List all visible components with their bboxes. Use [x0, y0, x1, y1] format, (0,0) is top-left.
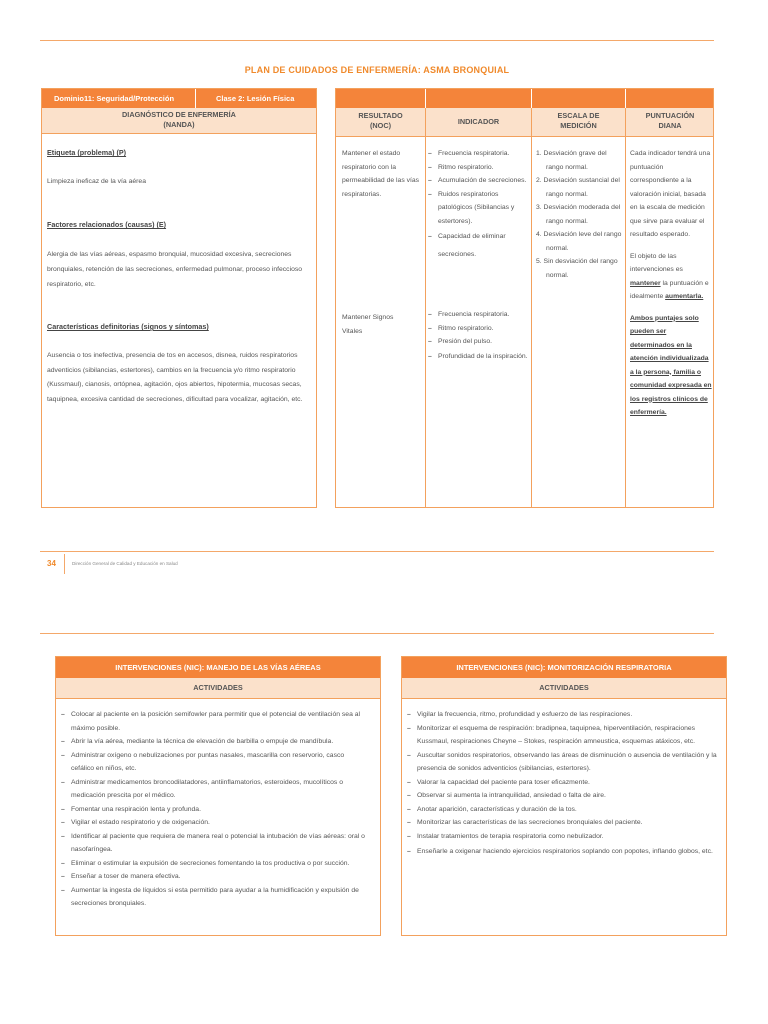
list-item: – Frecuencia respiratoria. [428, 147, 528, 161]
nanda-characteristics-heading: Características definitorias (signos y síntomas) [47, 322, 209, 331]
list-item: – Observar si aumenta la intranquilidad, ansiedad o falta de aire. [407, 789, 718, 803]
noc-indicators-2 [428, 308, 528, 365]
nic-monitor-subtitle: ACTIVIDADES [402, 678, 726, 699]
page-title: PLAN DE CUIDADOS DE ENFERMERÍA: ASMA BRONQUIAL [244, 65, 510, 75]
noc-scale-list [536, 147, 622, 282]
noc-header-row [336, 108, 713, 137]
nanda-domain-bar [42, 89, 316, 108]
nanda-box [41, 88, 317, 508]
nic-monitor-box [401, 656, 727, 936]
nanda-label-text: Limpieza ineficaz de la vía aérea [47, 178, 146, 185]
nanda-domain: Dominio11: Seguridad/Protección [54, 94, 175, 103]
list-item: – Instalar tratamientos de terapia respiratoria como nebulizador. [407, 830, 718, 844]
list-item: – Acumulación de secreciones. [428, 174, 528, 188]
list-item: – Monitorizar las características de las secreciones bronquiales del paciente. [407, 816, 718, 830]
list-item: – Fomentar una respiración lenta y profunda. [61, 803, 368, 817]
noc-result-1: Mantener el estado respiratorio con la permeabilidad de las vías respiratorias. [342, 150, 420, 198]
noc-header-indicator: INDICADOR [457, 117, 500, 126]
nanda-factors-heading: Factores relacionados (causas) (E) [47, 220, 167, 229]
nanda-header [42, 108, 316, 134]
list-item: 4. Desviación leve del rango normal. [536, 231, 622, 252]
list-item: – Aumentar la ingesta de líquidos si esta permitido para ayudar a la humidificación y expulsión de secreciones bronquiales. [61, 884, 368, 911]
noc-box [335, 88, 714, 508]
nanda-domain-separator [195, 89, 196, 108]
list-item: – Auscultar sonidos respiratorios, observando las áreas de disminución o ausencia de ventilación y la presencia de sonidos adventicios (sibilancias, estertores). [407, 749, 718, 776]
top-rule [40, 40, 714, 41]
list-item: – Identificar al paciente que requiera de manera real o potencial la intubación de vías aéreas: oral o nasofaríngea. [61, 830, 368, 857]
noc-header-target: PUNTUACIÓN DIANA [645, 111, 695, 130]
list-item: – Administrar medicamentos broncodilatadores, antiinflamatorios, esteroideos, mucolíticos o medicación prescita por el médico. [61, 776, 368, 803]
list-item: – Administrar oxígeno o nebulizaciones por puntas nasales, mascarilla con reservorio, casco cefálico en niños, etc. [61, 749, 368, 776]
noc-target [630, 147, 712, 420]
nanda-header-line2: (NANDA) [163, 120, 195, 129]
list-item: – Abrir la vía aérea, mediante la técnica de elevación de barbilla o empuje de mandíbula. [61, 735, 368, 749]
list-item: – Capacidad de eliminar secreciones. [428, 228, 528, 264]
footer-text: Dirección General de Calidad y Educación en Salud [72, 561, 178, 566]
list-item: – Ruidos respiratorios patológicos (Sibilancias y estertores). [428, 188, 528, 229]
noc-target-p1: Cada indicador tendrá una puntuación correspondiente a la valoración inicial, basada en la escala de medición que sirve para evaluar el resultado esperado. [630, 150, 711, 238]
list-item: – Vigilar el estado respiratorio y de oxigenación. [61, 816, 368, 830]
list-item: – Enseñar a toser de manera efectiva. [61, 870, 368, 884]
list-item: 3. Desviación moderada del rango normal. [536, 204, 621, 225]
noc-header-result: RESULTADO (NOC) [358, 111, 403, 130]
nanda-label-heading: Etiqueta (problema) (P) [47, 148, 127, 157]
list-item: – Valorar la capacidad del paciente para toser eficazmente. [407, 776, 718, 790]
list-item: – Frecuencia respiratoria. [428, 308, 528, 322]
noc-body [336, 137, 713, 508]
nic-monitor-title: INTERVENCIONES (NIC): MONITORIZACIÓN RESPIRATORIA [402, 657, 726, 678]
noc-target-p3: Ambos puntajes solo pueden ser determinados en la atención individualizada a la persona, familia o comunidad expresada en los registros clínicos de enfermería. [630, 314, 712, 416]
nic-monitor-list [402, 699, 726, 860]
page-number: 34 [47, 559, 56, 568]
noc-result-2: Mantener Signos Vitales [342, 314, 394, 335]
list-item: – Ritmo respiratorio. [428, 161, 528, 175]
footer-rule [40, 551, 714, 552]
list-item: – Profundidad de la inspiración. [428, 349, 528, 365]
list-item: – Colocar al paciente en la posición semifowler para permitir que el potencial de ventilación sea al máximo posible. [61, 708, 368, 735]
list-item: – Eliminar o estimular la expulsión de secreciones fomentando la tos productiva o por succión. [61, 857, 368, 871]
nic-airway-title: INTERVENCIONES (NIC): MANEJO DE LAS VÍAS AÉREAS [56, 657, 380, 678]
noc-header-scale: ESCALA DE MEDICIÓN [557, 111, 600, 130]
nanda-class: Clase 2: Lesión Física [216, 94, 295, 103]
list-item: – Anotar aparición, características y duración de la tos. [407, 803, 718, 817]
list-item: 5. Sin desviación del rango normal. [536, 258, 618, 279]
nanda-characteristics-text: Ausencia o tos inefectiva, presencia de tos en accesos, disnea, ruidos respiratorios adventicios (sibilancias, estertores), cambios en la frecuencia y/o ritmo respiratorio (Kussmaul), cianosis, ortópnea, agitación, ojos abiertos, hipotermia, mucosas secas, taquipnea, excesiva cantidad de secreciones, dificultad para vocalizar, agitación, etc. [47, 352, 303, 403]
noc-indicators-1 [428, 147, 528, 264]
footer-separator [64, 554, 65, 574]
nanda-header-line1: DIAGNÓSTICO DE ENFERMERÍA [122, 110, 236, 119]
list-item: – Presión del pulso. [428, 335, 528, 349]
list-item: – Ritmo respiratorio. [428, 322, 528, 336]
list-item: – Monitorizar el esquema de respiración: bradipnea, taquipnea, hiperventilación, respiraciones Kussmaul, respiraciones Cheyne – Stokes, respiración amneustica, esquemas atáxicos, etc. [407, 722, 718, 749]
list-item: 1. Desviación grave del rango normal. [536, 150, 607, 171]
noc-target-p2: El objeto de las intervenciones es mantener la puntuación e idealmente aumentarla. [630, 252, 709, 300]
nic-airway-box [55, 656, 381, 936]
nanda-factors-text: Alergia de las vías aéreas, espasmo bronquial, mucosidad excesiva, secreciones bronquiales, retención de las secreciones, enfermedad pulmonar, proceso infeccioso respiratorio, etc. [47, 251, 303, 288]
noc-top-bar [336, 89, 713, 108]
list-item: 2. Desviación sustancial del rango normal. [536, 177, 620, 198]
second-page-rule [40, 633, 714, 634]
list-item: – Enseñarle a oxigenar haciendo ejercicios respiratorios soplando con popotes, inflando globos, etc. [407, 843, 718, 860]
list-item: – Vigilar la frecuencia, ritmo, profundidad y esfuerzo de las respiraciones. [407, 708, 718, 722]
nic-airway-subtitle: ACTIVIDADES [56, 678, 380, 699]
nic-airway-list [56, 699, 380, 911]
